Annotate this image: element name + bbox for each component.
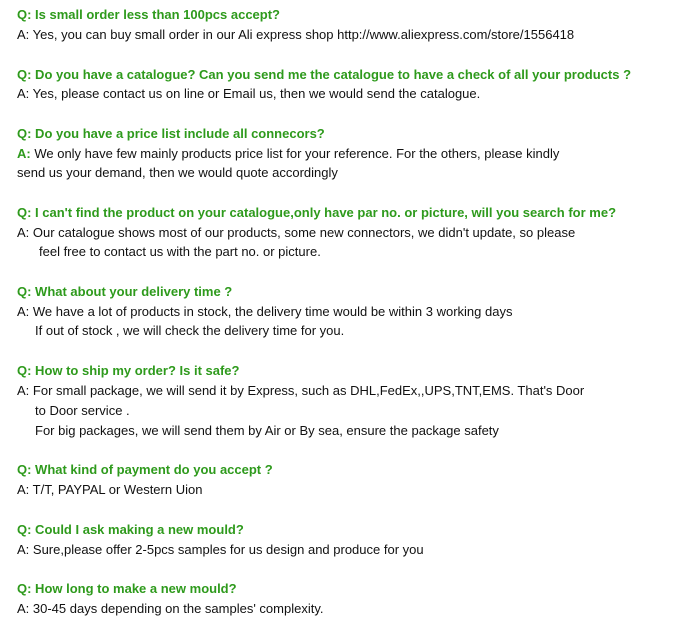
faq-answer-line: A: Our catalogue shows most of our products, some new connectors, we didn't update, so please	[17, 225, 576, 240]
answer-prefix: A:	[17, 146, 31, 161]
faq-answer-line: If out of stock , we will check the delivery time for you.	[35, 323, 345, 338]
faq-question: Q: Could I ask making a new mould?	[17, 522, 244, 537]
faq-answer-line: to Door service .	[35, 403, 130, 418]
faq-question: Q: How to ship my order? Is it safe?	[17, 363, 240, 378]
answer-text: We only have few mainly products price list for your reference. For the others, please kindly	[30, 146, 560, 161]
faq-answer-line: A: 30-45 days depending on the samples' complexity.	[17, 601, 324, 616]
faq-answer-line: A: Yes, please contact us on line or Email us, then we would send the catalogue.	[17, 86, 481, 101]
faq-question: Q: Do you have a price list include all connecors?	[17, 126, 325, 141]
faq-question: Q: How long to make a new mould?	[17, 581, 237, 596]
faq-question: Q: I can't find the product on your catalogue,only have par no. or picture, will you search for me?	[17, 205, 617, 220]
faq-answer-line: A: Yes, you can buy small order in our Ali express shop http://www.aliexpress.com/store/1556418	[17, 27, 575, 42]
faq-answer-line: For big packages, we will send them by Air or By sea, ensure the package safety	[35, 423, 499, 438]
faq-answer-line: send us your demand, then we would quote accordingly	[17, 165, 338, 180]
faq-answer-line: A: Sure,please offer 2-5pcs samples for us design and produce for you	[17, 542, 424, 557]
faq-answer-line: A: T/T, PAYPAL or Western Uion	[17, 482, 203, 497]
faq-question: Q: Do you have a catalogue? Can you send me the catalogue to have a check of all your products ?	[17, 67, 632, 82]
faq-answer-line: A: For small package, we will send it by Express, such as DHL,FedEx,,UPS,TNT,EMS. That's Door	[17, 383, 585, 398]
faq-answer-line	[17, 146, 559, 162]
faq-answer-line: A: We have a lot of products in stock, the delivery time would be within 3 working days	[17, 304, 513, 319]
faq-answer-line: feel free to contact us with the part no. or picture.	[39, 244, 321, 259]
faq-question: Q: What kind of payment do you accept ?	[17, 462, 273, 477]
faq-question: Q: What about your delivery time ?	[17, 284, 233, 299]
faq-question: Q: Is small order less than 100pcs accept?	[17, 7, 281, 22]
